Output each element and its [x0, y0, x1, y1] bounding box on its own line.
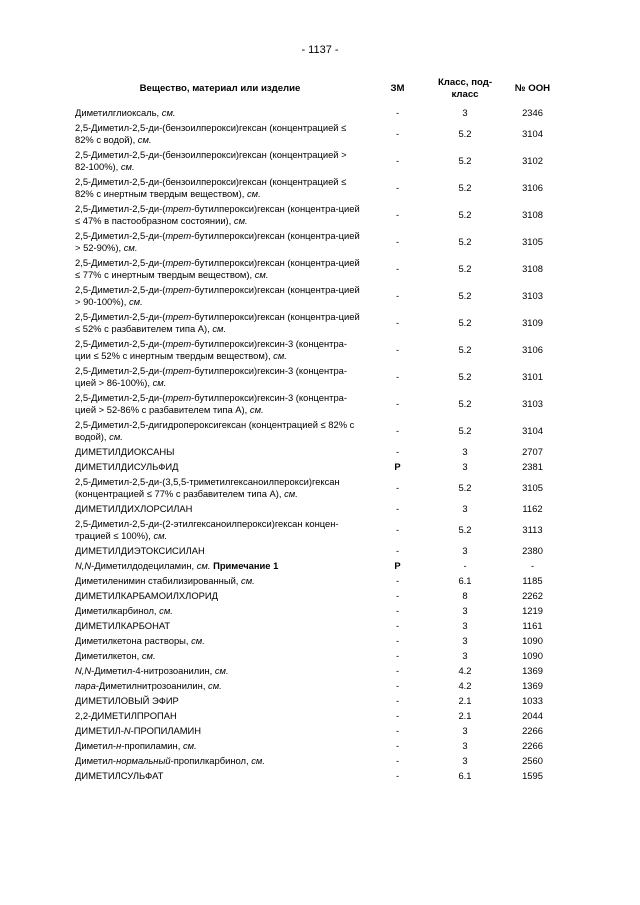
- table-row: [75, 229, 565, 256]
- zm-cell: -: [395, 710, 400, 721]
- substance-name-part: см.: [152, 377, 167, 388]
- substance-name: [75, 574, 365, 589]
- un-number-cell: 1219: [522, 605, 543, 616]
- zm-cell: -: [395, 665, 400, 676]
- table-row: [75, 121, 565, 148]
- un-number-cell: 1090: [522, 635, 543, 646]
- substance-name-part: см.: [246, 188, 261, 199]
- zm-cell: -: [395, 107, 400, 118]
- substance-name: [75, 256, 365, 283]
- zm-cell: -: [395, 545, 400, 556]
- class-cell: 5.2: [458, 263, 472, 274]
- substance-name-part: трет: [165, 338, 192, 349]
- table-row: [75, 664, 565, 679]
- substance-name-part: см.: [161, 107, 176, 118]
- table-row: [75, 769, 565, 784]
- page-number: - 1137 -: [301, 44, 339, 56]
- substance-name-part: -бутилперокси)гексин-3 (концентра-цией > 52-86% с разбавителем типа А),: [75, 392, 348, 415]
- substance-name-part: 2,5-Диметил-2,5-ди-(3,5,5-триметилгексаноилперокси)гексан (концентрацией ≤ 77% с разбавителем типа А),: [75, 476, 340, 499]
- substance-name-part: -Диметил-4-нитрозоанилин,: [91, 665, 215, 676]
- class-cell: 5.2: [458, 524, 472, 535]
- substance-name: [75, 754, 365, 769]
- substance-name: [75, 649, 365, 664]
- substance-name: [75, 679, 365, 694]
- table-row: [75, 724, 565, 739]
- substance-name-part: 2,5-Диметил-2,5-ди-(: [75, 365, 166, 376]
- un-number-cell: 2707: [522, 446, 543, 457]
- substance-name: [75, 769, 365, 784]
- substance-name-part: см.: [123, 242, 138, 253]
- class-cell: 3: [462, 725, 468, 736]
- class-cell: 5.2: [458, 398, 472, 409]
- un-number-cell: 3103: [522, 290, 543, 301]
- zm-cell: Р: [394, 461, 401, 472]
- zm-cell: -: [395, 128, 400, 139]
- zm-cell: Р: [394, 560, 401, 571]
- substance-name: [75, 619, 365, 634]
- substance-name: [75, 202, 365, 229]
- zm-cell: -: [395, 482, 400, 493]
- un-number-cell: 1369: [522, 680, 543, 691]
- zm-cell: -: [395, 620, 400, 631]
- un-number-cell: 2262: [522, 590, 543, 601]
- un-number-cell: 3104: [522, 128, 543, 139]
- substance-name: [75, 502, 365, 517]
- substance-name-part: N,N: [75, 665, 92, 676]
- class-cell: 3: [462, 545, 468, 556]
- substance-name: [75, 724, 365, 739]
- header-class: Класс, под-класс: [437, 77, 493, 100]
- zm-cell: -: [395, 755, 400, 766]
- substance-name-part: N: [123, 725, 131, 736]
- table-row: [75, 604, 565, 619]
- substance-name: [75, 634, 365, 649]
- substance-name: [75, 175, 365, 202]
- un-number-cell: 3106: [522, 182, 543, 193]
- class-cell: 5.2: [458, 290, 472, 301]
- table-row: [75, 739, 565, 754]
- table-row: [75, 574, 565, 589]
- substance-name: [75, 475, 365, 502]
- substance-name-part: ДИМЕТИЛДИОКСАНЫ: [75, 446, 175, 457]
- substance-name-part: см.: [109, 431, 123, 442]
- substance-name-part: -бутилперокси)гексин-3 (концентра-ции ≤ 52% с инертным твердым веществом),: [75, 338, 348, 361]
- class-cell: 6.1: [458, 770, 472, 781]
- table-row: [75, 175, 565, 202]
- substance-name-part: см.: [212, 323, 227, 334]
- substance-name: [75, 559, 365, 574]
- substance-name: [75, 445, 365, 460]
- substance-name-part: см.: [141, 650, 156, 661]
- substance-name-part: 2,5-Диметил-2,5-ди-(: [75, 284, 166, 295]
- substance-name-part: трет: [165, 365, 192, 376]
- substance-name-part: ДИМЕТИЛДИСУЛЬФИД: [75, 461, 179, 472]
- substance-name-part: -Диметилдодециламин,: [91, 560, 197, 571]
- substance-name: [75, 229, 365, 256]
- zm-cell: -: [395, 236, 400, 247]
- table-row: [75, 544, 565, 559]
- class-cell: 3: [462, 650, 468, 661]
- class-cell: 4.2: [458, 665, 472, 676]
- class-cell: 5.2: [458, 482, 472, 493]
- class-cell: 5.2: [458, 209, 472, 220]
- table-row: [75, 502, 565, 517]
- class-cell: 5.2: [458, 182, 472, 193]
- zm-cell: -: [395, 371, 400, 382]
- substance-name-part: -ПРОПИЛАМИН: [130, 725, 202, 736]
- un-number-cell: 3106: [522, 344, 543, 355]
- substance-name-part: трет: [165, 392, 192, 403]
- zm-cell: -: [395, 290, 400, 301]
- zm-cell: -: [395, 635, 400, 646]
- substance-name: [75, 310, 365, 337]
- un-number-cell: 3105: [522, 482, 543, 493]
- substance-name-part: 2,5-Диметил-2,5-ди-(: [75, 338, 166, 349]
- un-number-cell: 3105: [522, 236, 543, 247]
- substance-name-part: Диметилкетон,: [75, 650, 142, 661]
- un-number-cell: 2381: [522, 461, 543, 472]
- class-cell: 5.2: [458, 155, 472, 166]
- substance-name-part: см.: [254, 269, 269, 280]
- substance-name-part: пара: [75, 680, 96, 691]
- header-un-number: № ООН: [514, 83, 551, 94]
- class-cell: 8: [462, 590, 468, 601]
- class-cell: 5.2: [458, 128, 472, 139]
- zm-cell: -: [395, 740, 400, 751]
- substance-name-part: Диметилглиоксаль,: [75, 107, 162, 118]
- un-number-cell: 1595: [522, 770, 543, 781]
- table-row: [75, 202, 565, 229]
- substance-name: [75, 148, 365, 175]
- un-number-cell: 2346: [522, 107, 543, 118]
- table-row: [75, 709, 565, 724]
- table-row: [75, 148, 565, 175]
- substance-name-part: см.: [128, 296, 143, 307]
- substance-name-part: 2,5-Диметил-2,5-ди-(бензоилперокси)гексан (концентрацией ≤ 82% с инертным твердым веществом),: [75, 176, 347, 199]
- substance-name-part: см.: [153, 530, 168, 541]
- zm-cell: -: [395, 155, 400, 166]
- substance-name-part: ДИМЕТИЛДИХЛОРСИЛАН: [75, 503, 193, 514]
- substance-name: [75, 391, 365, 418]
- table-row: [75, 679, 565, 694]
- substance-name-part: см.: [182, 740, 197, 751]
- un-number-cell: 3102: [522, 155, 543, 166]
- substance-name-part: 2,5-Диметил-2,5-ди-(: [75, 230, 166, 241]
- un-number-cell: 3109: [522, 317, 543, 328]
- substance-name-part: -бутилперокси)гексан (концентра-цией > 90-100%),: [75, 284, 360, 307]
- substance-name-part: ДИМЕТИЛКАРБОНАТ: [75, 620, 171, 631]
- substance-name-part: Диметилкетона растворы,: [75, 635, 192, 646]
- class-cell: 3: [462, 107, 468, 118]
- class-cell: 5.2: [458, 317, 472, 328]
- substance-name-part: 2,2-ДИМЕТИЛПРОПАН: [75, 710, 177, 721]
- un-number-cell: -: [530, 560, 535, 571]
- table-row: [75, 391, 565, 418]
- zm-cell: -: [395, 695, 400, 706]
- substance-name: [75, 418, 365, 445]
- substance-name: [75, 739, 365, 754]
- un-number-cell: 3108: [522, 209, 543, 220]
- un-number-cell: 1162: [522, 503, 543, 514]
- class-cell: 3: [462, 461, 468, 472]
- substance-name-part: см.: [214, 665, 229, 676]
- substance-name: [75, 604, 365, 619]
- substance-name: [75, 589, 365, 604]
- zm-cell: -: [395, 344, 400, 355]
- un-number-cell: 1161: [522, 620, 543, 631]
- zm-cell: -: [395, 425, 400, 436]
- table-row: [75, 589, 565, 604]
- substance-name-part: н: [116, 740, 122, 751]
- table-row: [75, 283, 565, 310]
- un-number-cell: 2266: [522, 740, 543, 751]
- un-number-cell: 3101: [522, 371, 543, 382]
- class-cell: 2.1: [458, 710, 472, 721]
- zm-cell: -: [395, 605, 400, 616]
- table-body: [75, 106, 565, 784]
- table-row: [75, 106, 565, 121]
- substance-name-part: -бутилперокси)гексин-3 (концентра-цией > 86-100%),: [75, 365, 348, 388]
- zm-cell: -: [395, 263, 400, 274]
- un-number-cell: 3104: [522, 425, 543, 436]
- class-cell: 3: [462, 503, 468, 514]
- substance-name-part: -бутилперокси)гексан (концентра-цией ≤ 47% в пастообразном состоянии),: [75, 203, 360, 226]
- table-row: [75, 694, 565, 709]
- substance-name-part: см.: [251, 755, 265, 766]
- substance-name-part: 2,5-Диметил-2,5-ди-(2-этилгексаноилперокси)гексан концен-трацией ≤ 100%),: [75, 518, 339, 541]
- substance-name-part: Диметилкарбинол,: [75, 605, 160, 616]
- class-cell: 5.2: [458, 371, 472, 382]
- substance-name-part: см.: [273, 350, 287, 361]
- zm-cell: -: [395, 650, 400, 661]
- substance-name-part: см.: [120, 161, 135, 172]
- substance-name-part: см.: [159, 605, 173, 616]
- substance-name-part: см.: [191, 635, 205, 646]
- un-number-cell: 1185: [522, 575, 543, 586]
- table-row: [75, 634, 565, 649]
- zm-cell: -: [395, 524, 400, 535]
- class-cell: 3: [462, 605, 468, 616]
- un-number-cell: 1369: [522, 665, 543, 676]
- zm-cell: -: [395, 446, 400, 457]
- table-row: [75, 445, 565, 460]
- substance-name: [75, 544, 365, 559]
- substance-name-part: 2,5-Диметил-2,5-ди-(бензоилперокси)гексан (концентрацией ≤ 82% с водой),: [75, 122, 347, 145]
- substance-name: [75, 694, 365, 709]
- class-cell: 3: [462, 635, 468, 646]
- zm-cell: -: [395, 725, 400, 736]
- substance-name-part: трет: [165, 257, 192, 268]
- substance-name-part: нормальный: [116, 755, 171, 766]
- substance-name-part: 2,5-Диметил-2,5-ди-(: [75, 203, 166, 214]
- substance-name: [75, 709, 365, 724]
- table-row: [75, 256, 565, 283]
- substance-name-part: 2,5-Диметил-2,5-ди-(бензоилперокси)гексан (концентрацией > 82-100%),: [75, 149, 347, 172]
- table-row: [75, 475, 565, 502]
- table-row: [75, 754, 565, 769]
- header-substance: Вещество, материал или изделие: [139, 83, 301, 94]
- table-row: [75, 418, 565, 445]
- substance-table: [75, 74, 565, 784]
- substance-name-part: см.: [233, 215, 248, 226]
- table-row: [75, 559, 565, 574]
- un-number-cell: 1033: [522, 695, 543, 706]
- substance-name: [75, 664, 365, 679]
- table-row: [75, 310, 565, 337]
- class-cell: 3: [462, 740, 468, 751]
- substance-name: [75, 121, 365, 148]
- substance-name-part: -бутилперокси)гексан (концентра-цией ≤ 52% с разбавителем типа А),: [75, 311, 360, 334]
- substance-name-part: Диметиленимин стабилизированный,: [75, 575, 242, 586]
- substance-name: [75, 364, 365, 391]
- substance-name-part: ДИМЕТИЛСУЛЬФАТ: [75, 770, 164, 781]
- un-number-cell: 2266: [522, 725, 543, 736]
- table-row: [75, 619, 565, 634]
- class-cell: 3: [462, 755, 468, 766]
- zm-cell: -: [395, 209, 400, 220]
- un-number-cell: 3103: [522, 398, 543, 409]
- table-header-row: [75, 74, 565, 106]
- zm-cell: -: [395, 317, 400, 328]
- substance-name-part: трет: [165, 230, 192, 241]
- class-cell: 3: [462, 446, 468, 457]
- substance-name-part: -Диметилнитрозоанилин,: [95, 680, 209, 691]
- substance-name-part: -пропиламин,: [121, 740, 183, 751]
- zm-cell: -: [395, 398, 400, 409]
- zm-cell: -: [395, 182, 400, 193]
- substance-name: [75, 283, 365, 310]
- substance-name-part: трет: [165, 284, 192, 295]
- substance-name-part: Диметил-: [75, 740, 117, 751]
- substance-name: [75, 337, 365, 364]
- class-cell: 4.2: [458, 680, 472, 691]
- substance-name-part: см.: [241, 575, 255, 586]
- substance-name-part: -бутилперокси)гексан (концентра-цией > 52-90%),: [75, 230, 360, 253]
- table-row: [75, 337, 565, 364]
- zm-cell: -: [395, 575, 400, 586]
- un-number-cell: 2560: [522, 755, 543, 766]
- un-number-cell: 3113: [522, 524, 543, 535]
- zm-cell: -: [395, 590, 400, 601]
- table-row: [75, 649, 565, 664]
- substance-name-part: 2,5-Диметил-2,5-ди-(: [75, 311, 166, 322]
- substance-name-part: -бутилперокси)гексан (концентра-цией ≤ 77% с инертным твердым веществом),: [75, 257, 360, 280]
- class-cell: 5.2: [458, 425, 472, 436]
- substance-name-part: 2,5-Диметил-2,5-дигидропероксигексан (концентрацией ≤ 82% с водой),: [75, 419, 355, 442]
- substance-name-part: см.: [208, 680, 222, 691]
- substance-name-part: ДИМЕТИЛКАРБАМОИЛХЛОРИД: [75, 590, 218, 601]
- substance-name-part: трет: [165, 203, 192, 214]
- zm-cell: -: [395, 503, 400, 514]
- un-number-cell: 3108: [522, 263, 543, 274]
- substance-name-part: см.: [284, 488, 298, 499]
- substance-name: [75, 460, 365, 475]
- class-cell: 3: [462, 620, 468, 631]
- substance-name-part: 2,5-Диметил-2,5-ди-(: [75, 257, 166, 268]
- un-number-cell: 1090: [522, 650, 543, 661]
- class-cell: -: [463, 560, 467, 571]
- substance-name-part: см.: [196, 560, 211, 571]
- substance-name-part: ДИМЕТИЛОВЫЙ ЭФИР: [75, 695, 179, 706]
- substance-name-part: ДИМЕТИЛДИЭТОКСИСИЛАН: [75, 545, 205, 556]
- substance-name-part: ДИМЕТИЛ-: [75, 725, 124, 736]
- class-cell: 2.1: [458, 695, 472, 706]
- substance-name-part: Примечание 1: [213, 560, 279, 571]
- substance-name-part: Диметил-: [75, 755, 117, 766]
- header-zm: ЗМ: [390, 83, 405, 94]
- substance-name-part: N,N: [75, 560, 92, 571]
- table-row: [75, 517, 565, 544]
- substance-name-part: см.: [137, 134, 152, 145]
- un-number-cell: 2044: [522, 710, 543, 721]
- class-cell: 6.1: [458, 575, 472, 586]
- class-cell: 5.2: [458, 236, 472, 247]
- substance-name-part: см.: [249, 404, 264, 415]
- substance-name-part: -пропилкарбинол,: [170, 755, 252, 766]
- class-cell: 5.2: [458, 344, 472, 355]
- substance-name: [75, 517, 365, 544]
- un-number-cell: 2380: [522, 545, 543, 556]
- substance-name: [75, 106, 365, 121]
- table-row: [75, 364, 565, 391]
- substance-name-part: 2,5-Диметил-2,5-ди-(: [75, 392, 166, 403]
- substance-name-part: трет: [165, 311, 192, 322]
- zm-cell: -: [395, 680, 400, 691]
- table-row: [75, 460, 565, 475]
- zm-cell: -: [395, 770, 400, 781]
